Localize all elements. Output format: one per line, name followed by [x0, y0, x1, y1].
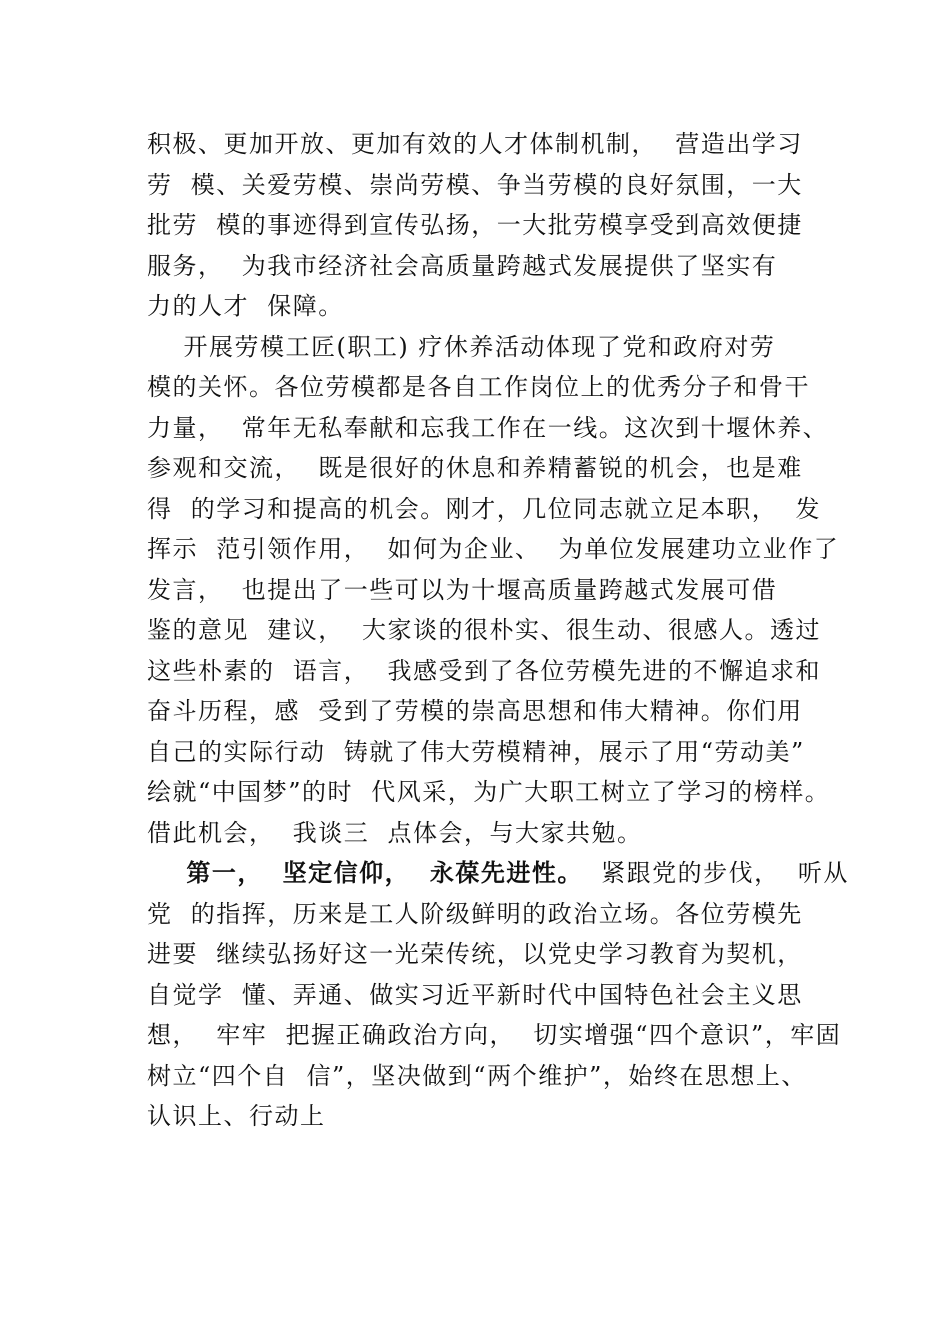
- text-line-with-heading: [147, 853, 849, 894]
- text-line: 这些朴素的 语言， 我感受到了各位劳模先进的不懈追求和: [147, 656, 822, 685]
- text-line: 得 的学习和提高的机会。刚才，几位同志就立足本职， 发: [147, 494, 822, 523]
- point-heading: 第一， 坚定信仰， 永葆先进性。: [147, 859, 583, 887]
- text-line: 服务， 为我市经济社会高质量跨越式发展提供了坚实有: [147, 251, 778, 280]
- paragraph-3: [147, 853, 849, 1137]
- paragraph-2: [147, 327, 840, 854]
- text-line: 发言， 也提出了一些可以为十堰高质量跨越式发展可借: [147, 575, 778, 604]
- text-line: 批劳 模的事迹得到宣传弘扬，一大批劳模享受到高效便捷: [147, 211, 803, 239]
- text-line: 想， 牢牢 把握正确政治方向， 切实增强“四个意识”，牢固: [147, 1021, 842, 1049]
- text-line: 自己的实际行动 铸就了伟大劳模精神，展示了用“劳动美”: [147, 737, 805, 766]
- text-line: 借此机会， 我谈三 点体会，与大家共勉。: [147, 818, 643, 847]
- text-line: 劳 模、关爱劳模、崇尚劳模、争当劳模的良好氛围，一大: [147, 170, 803, 199]
- text-line: 自觉学 懂、弄通、做实习近平新时代中国特色社会主义思: [147, 980, 803, 1009]
- text-line: 奋斗历程，感 受到了劳模的崇高思想和伟大精神。你们用: [147, 697, 803, 725]
- text-line: 绘就“中国梦”的时 代风采，为广大职工树立了学习的榜样。: [147, 778, 831, 806]
- text-line: 挥示 范引领作用， 如何为企业、 为单位发展建功立业作了: [147, 535, 840, 563]
- text-line: 鉴的意见 建议， 大家谈的很朴实、很生动、很感人。透过: [147, 616, 822, 644]
- text-line: 党 的指挥，历来是工人阶级鲜明的政治立场。各位劳模先: [147, 899, 803, 928]
- text-run: 紧跟党的步伐， 听从: [582, 859, 849, 887]
- text-line: 开展劳模工匠(职工) 疗休养活动体现了党和政府对劳: [147, 332, 776, 361]
- text-line: 力量， 常年无私奉献和忘我工作在一线。这次到十堰休养、: [147, 413, 829, 442]
- body-text: [147, 124, 849, 1137]
- text-line: 积极、更加开放、更加有效的人才体制机制， 营造出学习: [147, 130, 803, 158]
- text-line: 力的人才 保障。: [147, 292, 344, 320]
- text-line: 进要 继续弘扬好这一光荣传统，以党史学习教育为契机，: [147, 940, 803, 968]
- text-line: 认识上、行动上: [147, 1102, 326, 1130]
- paragraph-1: [147, 124, 817, 327]
- text-line: 参观和交流， 既是很好的休息和养精蓄锐的机会，也是难: [147, 454, 803, 482]
- text-line: 树立“四个自 信”，坚决做到“两个维护”，始终在思想上、: [147, 1061, 807, 1090]
- text-line: 模的关怀。各位劳模都是各自工作岗位上的优秀分子和骨干: [147, 373, 810, 401]
